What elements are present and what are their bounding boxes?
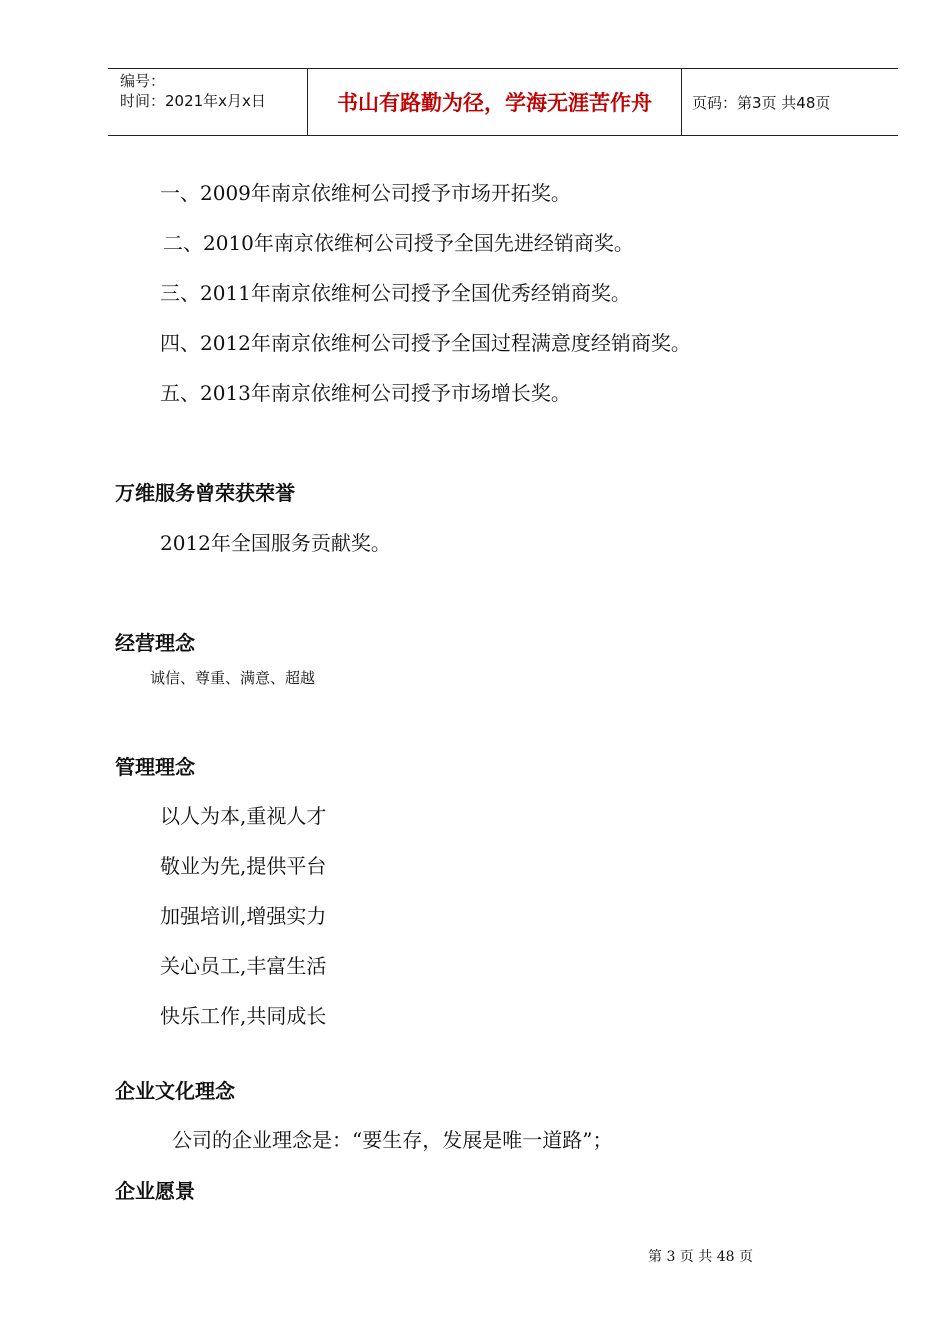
management-item-3: 加强培训,增强实力 <box>160 904 327 928</box>
page-header <box>108 68 898 136</box>
award-item-3: 三、2011年南京依维柯公司授予全国优秀经销商奖。 <box>160 281 631 305</box>
business-philosophy-text: 诚信、尊重、满意、超越 <box>150 669 316 687</box>
header-number-label: 编号： <box>120 72 166 90</box>
award-item-1: 一、2009年南京依维柯公司授予市场开拓奖。 <box>160 181 571 205</box>
business-philosophy-heading: 经营理念 <box>115 631 195 655</box>
award-item-5: 五、2013年南京依维柯公司授予市场增长奖。 <box>160 381 571 405</box>
culture-heading: 企业文化理念 <box>115 1079 235 1103</box>
header-meta-cell <box>108 69 308 135</box>
award-item-4: 四、2012年南京依维柯公司授予全国过程满意度经销商奖。 <box>160 331 691 355</box>
award-item-2: 二、2010年南京依维柯公司授予全国先进经销商奖。 <box>163 231 634 255</box>
header-time-label: 时间：2021年x月x日 <box>120 92 266 110</box>
management-item-4: 关心员工,丰富生活 <box>160 954 327 978</box>
vision-heading: 企业愿景 <box>115 1179 195 1203</box>
service-honor-item: 2012年全国服务贡献奖。 <box>160 531 391 555</box>
culture-text: 公司的企业理念是：“要生存，发展是唯一道路”； <box>172 1128 613 1152</box>
header-motto: 书山有路勤为径，学海无涯苦作舟 <box>308 69 682 135</box>
header-page-info: 页码：第3页 共48页 <box>692 93 831 112</box>
service-honor-heading: 万维服务曾荣获荣誉 <box>115 481 295 505</box>
management-item-2: 敬业为先,提供平台 <box>160 854 327 878</box>
page-footer: 第 3 页 共 48 页 <box>648 1249 753 1265</box>
management-item-1: 以人为本,重视人才 <box>160 804 327 828</box>
management-philosophy-heading: 管理理念 <box>115 755 195 779</box>
management-item-5: 快乐工作,共同成长 <box>160 1004 327 1028</box>
